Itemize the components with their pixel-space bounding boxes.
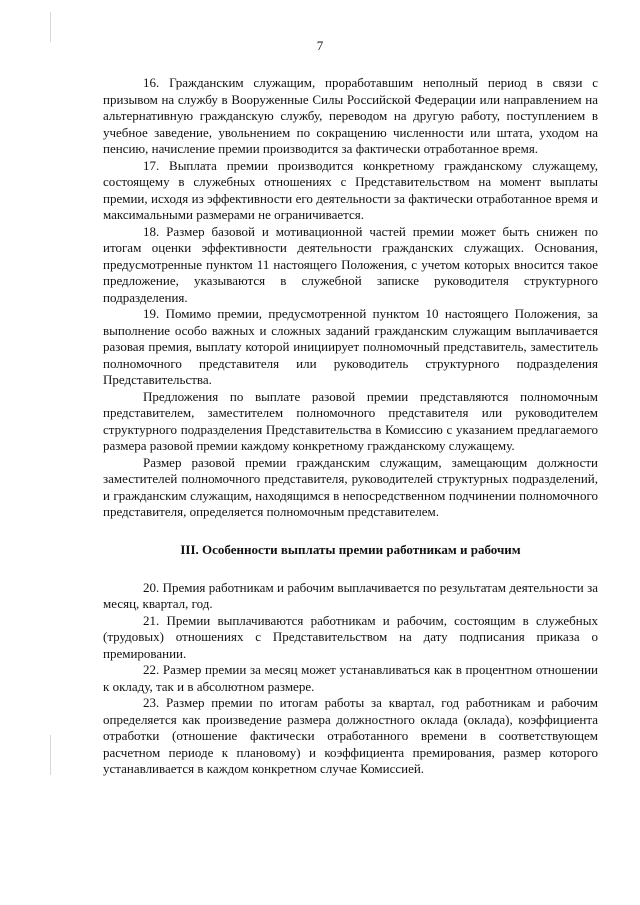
paragraph-19: 19. Помимо премии, предусмотренной пунктом 10 настоящего Положения, за выполнение особо важных и сложных заданий гражданским служащим выплачивается разовая премия, выплату которой инициирует полномочный представитель, заместитель полномочного представителя или руководитель структурного подразделения Представительства.	[103, 306, 598, 387]
section-heading: III. Особенности выплаты премии работникам и рабочим	[180, 541, 521, 557]
paragraph-17: 17. Выплата премии производится конкретному гражданскому служащему, состоящему в служебных отношениях с Представительством на момент выплаты премии, исходя из эффективности его деятельности за фактически отработанное время и максимальными размерами не ограничивается.	[103, 157, 598, 222]
paragraph-19-amount: Размер разовой премии гражданским служащим, замещающим должности заместителей полномочного представителя, руководителей структурных подразделений, и гражданским служащим, находящимся в непосредственном подчинении полномочного представителя, определяется полномочным представителем.	[103, 454, 598, 519]
paragraph-18: 18. Размер базовой и мотивационной частей премии может быть снижен по итогам оценки эффективности деятельности гражданских служащих. Основания, предусмотренные пунктом 11 настоящего Положения, с учетом которых вносится такое предложение, указываются в служебной записке руководителя структурного подразделения.	[103, 223, 598, 305]
paragraph-23: 23. Размер премии по итогам работы за квартал, год работникам и рабочим определяется как произведение размера должностного оклада (оклада), коэффициента отработки (отношение фактически отработанного времени в соответствующем расчетном периоде к плановому) и коэффициента премирования, размер которого устанавливается в каждом конкретном случае Комиссией.	[103, 695, 598, 776]
page-number: 7	[316, 38, 324, 53]
paragraph-20: 20. Премия работникам и рабочим выплачивается по результатам деятельности за месяц, квартал, год.	[103, 579, 598, 611]
paragraph-22: 22. Размер премии за месяц может устанавливаться как в процентном отношении к окладу, так и в абсолютном размере.	[103, 662, 598, 694]
paragraph-16: 16. Гражданским служащим, проработавшим неполный период в связи с призывом на службу в Вооруженные Силы Российской Федерации или направлением на альтернативную гражданскую службу, переводом на другую работу, поступлением в учебное заведение, увольнением по сокращению численности или штата, уходом на пенсию, начисление премии производится за фактически отработанное время.	[103, 75, 598, 156]
paragraph-19-proposals: Предложения по выплате разовой премии представляются полномочным представителем, заместителем полномочного представителя или руководителем структурного подразделения Представительства в Комиссию с указанием предлагаемого размера разовой премии каждому конкретному гражданскому служащему.	[103, 388, 598, 453]
paragraph-21: 21. Премии выплачиваются работникам и рабочим, состоящим в служебных (трудовых) отношениях с Представительством на дату подписания приказа о премировании.	[103, 612, 598, 661]
scan-margin-mark	[50, 735, 51, 775]
document-body	[103, 75, 598, 778]
